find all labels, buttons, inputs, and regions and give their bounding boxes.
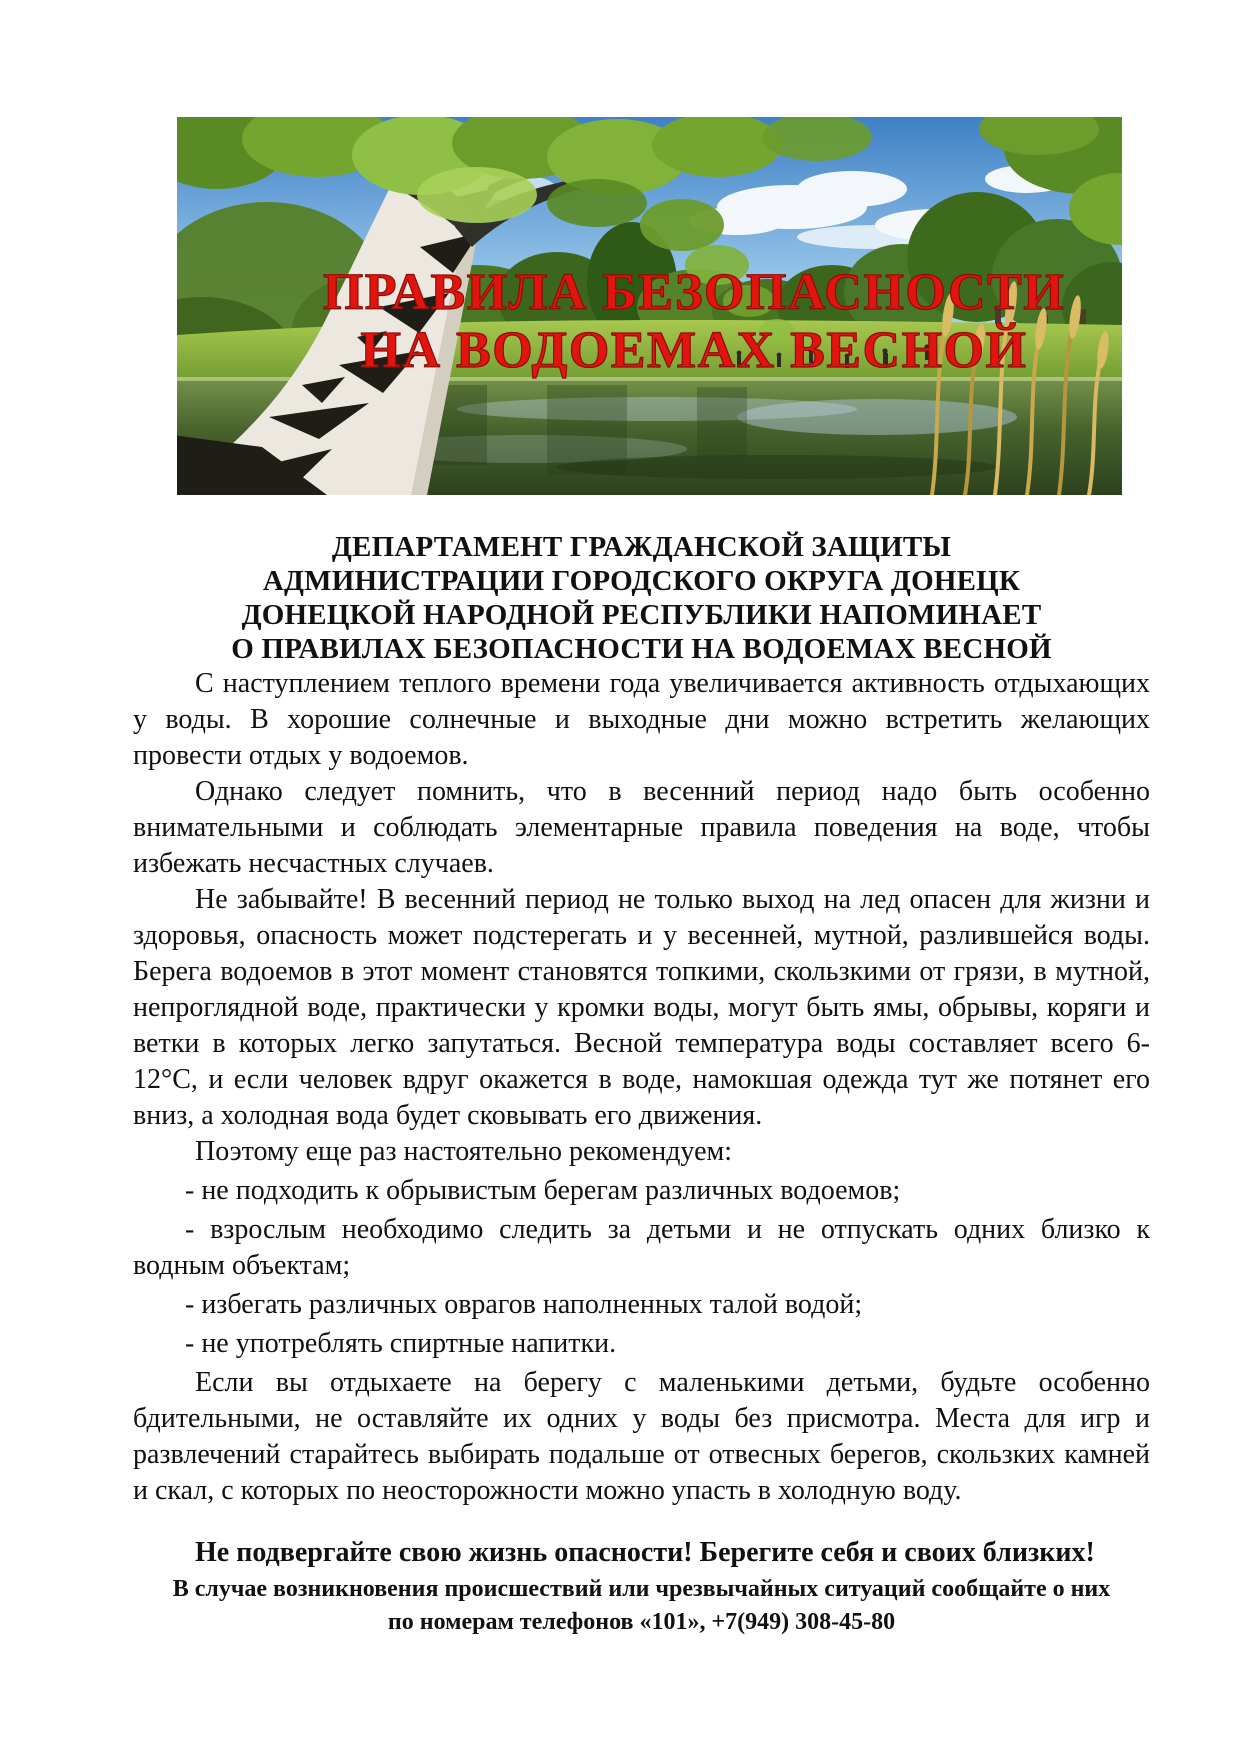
heading-line-2: АДМИНИСТРАЦИИ ГОРОДСКОГО ОКРУГА ДОНЕЦК bbox=[262, 565, 1021, 597]
paragraph-intro: С наступлением теплого времени года увеличивается активность отдыхающих у воды. В хорошие солнечные и выходные дни можно встретить желающих провести отдых у водоемов. bbox=[133, 668, 1150, 771]
paragraph-families: Если вы отдыхаете на берегу с маленькими детьми, будьте особенно бдительными, не оставляйте их одних у воды без присмотра. Места для игр и развлечений старайтесь выбирать подальше от отвесных берегов, скользких камней и скал, с которых по неосторожности можно упасть в холодную воду. bbox=[133, 1367, 1150, 1506]
document-heading bbox=[133, 530, 1150, 666]
paragraph-dangers: Не забывайте! В весенний период не только выход на лед опасен для жизни и здоровья, опасность может подстерегать и у весенней, мутной, разлившейся воды. Берега водоемов в этот момент становятся топкими, скользкими от грязи, в мутной, непроглядной воде, практически у кромки воды, могут быть ямы, обрывы, коряги и ветки в которых легко запутаться. Весной температура воды составляет всего 6-12°С, и если человек вдруг окажется в воде, намокшая одежда тут же потянет его вниз, а холодная вода будет сковывать его движения. bbox=[133, 884, 1150, 1131]
hero-title-line2: НА ВОДОЕМАХ ВЕСНОЙ bbox=[360, 322, 1028, 379]
footer-line-2: по номерам телефонов «101», +7(949) 308-45-80 bbox=[387, 1609, 896, 1635]
hero-title-line1: ПРАВИЛА БЕЗОПАСНОСТИ bbox=[322, 264, 1066, 321]
footer-line-1: В случае возникновения происшествий или чрезвычайных ситуаций сообщайте о них bbox=[172, 1576, 1111, 1602]
paragraph-recommendations-lead: Поэтому еще раз настоятельно рекомендуем: bbox=[195, 1136, 732, 1167]
heading-line-4: О ПРАВИЛАХ БЕЗОПАСНОСТИ НА ВОДОЕМАХ ВЕСНОЙ bbox=[231, 633, 1052, 665]
hero-photo bbox=[177, 117, 1122, 495]
list-item-cliffs: - не подходить к обрывистым берегам различных водоемов; bbox=[185, 1175, 901, 1206]
heading-line-1: ДЕПАРТАМЕНТ ГРАЖДАНСКОЙ ЗАЩИТЫ bbox=[331, 531, 952, 563]
warning-text: Не подвергайте свою жизнь опасности! Берегите себя и своих близких! bbox=[195, 1537, 1095, 1568]
list-item-ravines: - избегать различных оврагов наполненных талой водой; bbox=[185, 1289, 863, 1320]
list-item-alcohol: - не употреблять спиртные напитки. bbox=[185, 1328, 617, 1359]
document-body bbox=[133, 530, 1150, 1639]
hero-title bbox=[323, 264, 1065, 379]
list-item-children: - взрослым необходимо следить за детьми и не отпускать одних близко к водным объектам; bbox=[133, 1214, 1150, 1281]
heading-line-3: ДОНЕЦКОЙ НАРОДНОЙ РЕСПУБЛИКИ НАПОМИНАЕТ bbox=[241, 599, 1042, 631]
paragraph-reminder: Однако следует помнить, что в весенний период надо быть особенно внимательными и соблюдать элементарные правила поведения на воде, чтобы избежать несчастных случаев. bbox=[133, 776, 1150, 879]
